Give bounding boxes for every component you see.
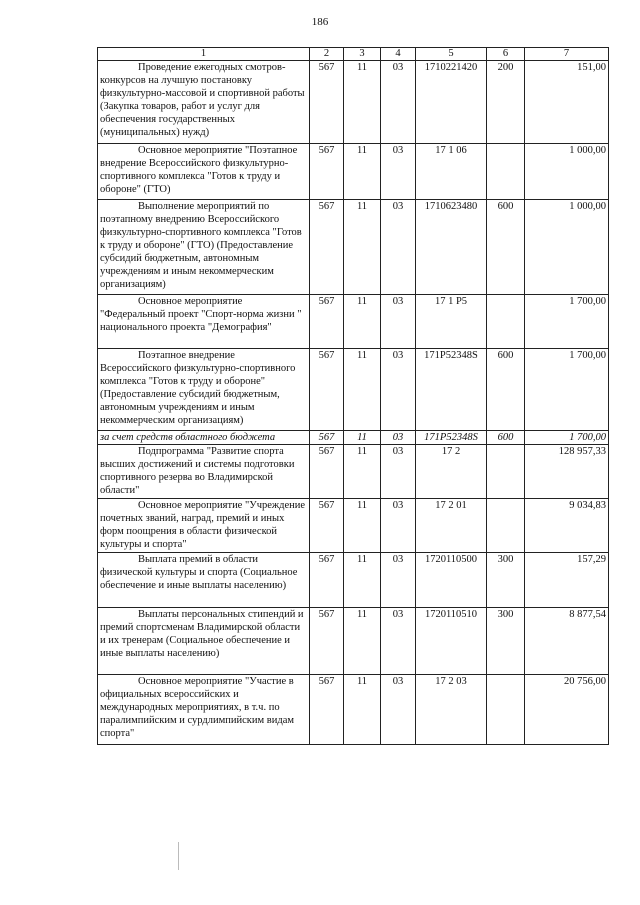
cell-amount: 1 700,00 (525, 295, 609, 349)
cell-subsection: 03 (381, 675, 416, 745)
cell-chapter: 567 (310, 608, 344, 675)
row-name: Поэтапное внедрение Всероссийского физкультурно-спортивного комплекса "Готов к труду и обороне" (Предоставление субсидий бюджетным, автономным учреждениям и иным некоммерческим организациям) (100, 350, 296, 426)
cell-subsection: 03 (381, 200, 416, 295)
cell-expense-type: 300 (487, 608, 525, 675)
row-name-cell (98, 445, 310, 499)
cell-section: 11 (344, 675, 381, 745)
cell-amount: 157,29 (525, 553, 609, 608)
cell-amount: 8 877,54 (525, 608, 609, 675)
cell-expense-type (487, 295, 525, 349)
row-name: Выплаты персональных стипендий и премий спортсменам Владимирской области и их тренерам (Социальное обеспечение и иные выплаты населению) (100, 609, 304, 659)
cell-expense-type (487, 499, 525, 553)
cell-subsection: 03 (381, 295, 416, 349)
cell-expense-type: 600 (487, 200, 525, 295)
table-row (98, 675, 609, 745)
cell-target-item: 17 2 03 (416, 675, 487, 745)
table-row (98, 61, 609, 144)
row-name: Проведение ежегодных смотров-конкурсов на лучшую постановку физкультурно-массовой и спортивной работы (Закупка товаров, работ и услуг для обеспечения государственных (муниципальных) нужд) (100, 62, 305, 138)
row-name-cell (98, 200, 310, 295)
cell-target-item: 171Р52348S (416, 349, 487, 431)
cell-expense-type: 600 (487, 431, 525, 445)
row-name: Основное мероприятие "Учреждение почетных званий, наград, премий и иных форм поощрения в области физической культуры и спорта" (100, 500, 306, 550)
cell-expense-type: 300 (487, 553, 525, 608)
table-row (98, 431, 609, 445)
column-header: 2 (310, 48, 344, 61)
cell-amount: 20 756,00 (525, 675, 609, 745)
table-row (98, 200, 609, 295)
cell-chapter: 567 (310, 61, 344, 144)
cell-section: 11 (344, 144, 381, 200)
row-name: за счет средств областного бюджета (100, 432, 276, 443)
cell-section: 11 (344, 200, 381, 295)
cell-subsection: 03 (381, 431, 416, 445)
table-row (98, 144, 609, 200)
table-header-row (98, 48, 609, 61)
cell-subsection: 03 (381, 144, 416, 200)
cell-chapter: 567 (310, 295, 344, 349)
cell-target-item: 171Р52348S (416, 431, 487, 445)
row-name: Основное мероприятие "Участие в официальных всероссийских и международных мероприятиях, в т.ч. по паралимпийским и сурдлимпийским видам спорта" (100, 676, 294, 739)
cell-section: 11 (344, 499, 381, 553)
cell-chapter: 567 (310, 499, 344, 553)
scan-artifact-line (178, 842, 179, 870)
row-name: Выплата премий в области физической культуры и спорта (Социальное обеспечение и иные выплаты населению) (100, 554, 298, 591)
row-name: Основное мероприятие "Поэтапное внедрение Всероссийского физкультурно-спортивного комплекса "Готов к труду и обороне" (ГТО) (100, 145, 298, 195)
cell-subsection: 03 (381, 553, 416, 608)
cell-expense-type (487, 144, 525, 200)
cell-amount: 1 000,00 (525, 144, 609, 200)
cell-chapter: 567 (310, 349, 344, 431)
cell-section: 11 (344, 61, 381, 144)
table-row (98, 553, 609, 608)
cell-section: 11 (344, 608, 381, 675)
cell-target-item: 17 1 06 (416, 144, 487, 200)
cell-target-item: 1720110510 (416, 608, 487, 675)
cell-section: 11 (344, 553, 381, 608)
cell-expense-type (487, 445, 525, 499)
row-name-cell (98, 61, 310, 144)
cell-amount: 151,00 (525, 61, 609, 144)
cell-subsection: 03 (381, 608, 416, 675)
cell-target-item: 1710221420 (416, 61, 487, 144)
column-header: 5 (416, 48, 487, 61)
row-name-cell (98, 349, 310, 431)
cell-target-item: 1720110500 (416, 553, 487, 608)
row-name: Подпрограмма "Развитие спорта высших достижений и системы подготовки спортивного резерва во Владимирской области" (100, 446, 295, 496)
row-name-cell (98, 608, 310, 675)
cell-section: 11 (344, 445, 381, 499)
column-header: 1 (98, 48, 310, 61)
row-name-cell (98, 431, 310, 445)
row-name-cell (98, 675, 310, 745)
cell-target-item: 17 2 01 (416, 499, 487, 553)
cell-amount: 1 000,00 (525, 200, 609, 295)
cell-chapter: 567 (310, 553, 344, 608)
cell-chapter: 567 (310, 445, 344, 499)
cell-amount: 1 700,00 (525, 431, 609, 445)
table-row (98, 445, 609, 499)
cell-target-item: 1710623480 (416, 200, 487, 295)
cell-chapter: 567 (310, 144, 344, 200)
cell-section: 11 (344, 295, 381, 349)
cell-subsection: 03 (381, 349, 416, 431)
cell-amount: 128 957,33 (525, 445, 609, 499)
cell-chapter: 567 (310, 675, 344, 745)
cell-chapter: 567 (310, 431, 344, 445)
budget-table (97, 47, 609, 745)
cell-amount: 1 700,00 (525, 349, 609, 431)
cell-amount: 9 034,83 (525, 499, 609, 553)
table-row (98, 349, 609, 431)
cell-section: 11 (344, 349, 381, 431)
column-header: 3 (344, 48, 381, 61)
cell-expense-type: 200 (487, 61, 525, 144)
cell-subsection: 03 (381, 499, 416, 553)
row-name-cell (98, 499, 310, 553)
row-name-cell (98, 295, 310, 349)
cell-target-item: 17 1 Р5 (416, 295, 487, 349)
column-header: 4 (381, 48, 416, 61)
column-header: 7 (525, 48, 609, 61)
cell-expense-type: 600 (487, 349, 525, 431)
table-row (98, 608, 609, 675)
cell-chapter: 567 (310, 200, 344, 295)
row-name: Основное мероприятие "Федеральный проект "Спорт-норма жизни " национального проекта "Демография" (100, 296, 302, 333)
cell-subsection: 03 (381, 445, 416, 499)
cell-subsection: 03 (381, 61, 416, 144)
table-row (98, 499, 609, 553)
row-name-cell (98, 144, 310, 200)
page-number: 186 (311, 16, 329, 28)
row-name: Выполнение мероприятий по поэтапному внедрению Всероссийского физкультурно-спортивного комплекса "Готов к труду и обороне" (ГТО) (Предоставление субсидий бюджетным, автономным учреждениям и иным некоммерческим организациям) (100, 201, 302, 290)
table-row (98, 295, 609, 349)
row-name-cell (98, 553, 310, 608)
column-header: 6 (487, 48, 525, 61)
cell-expense-type (487, 675, 525, 745)
cell-target-item: 17 2 (416, 445, 487, 499)
cell-section: 11 (344, 431, 381, 445)
